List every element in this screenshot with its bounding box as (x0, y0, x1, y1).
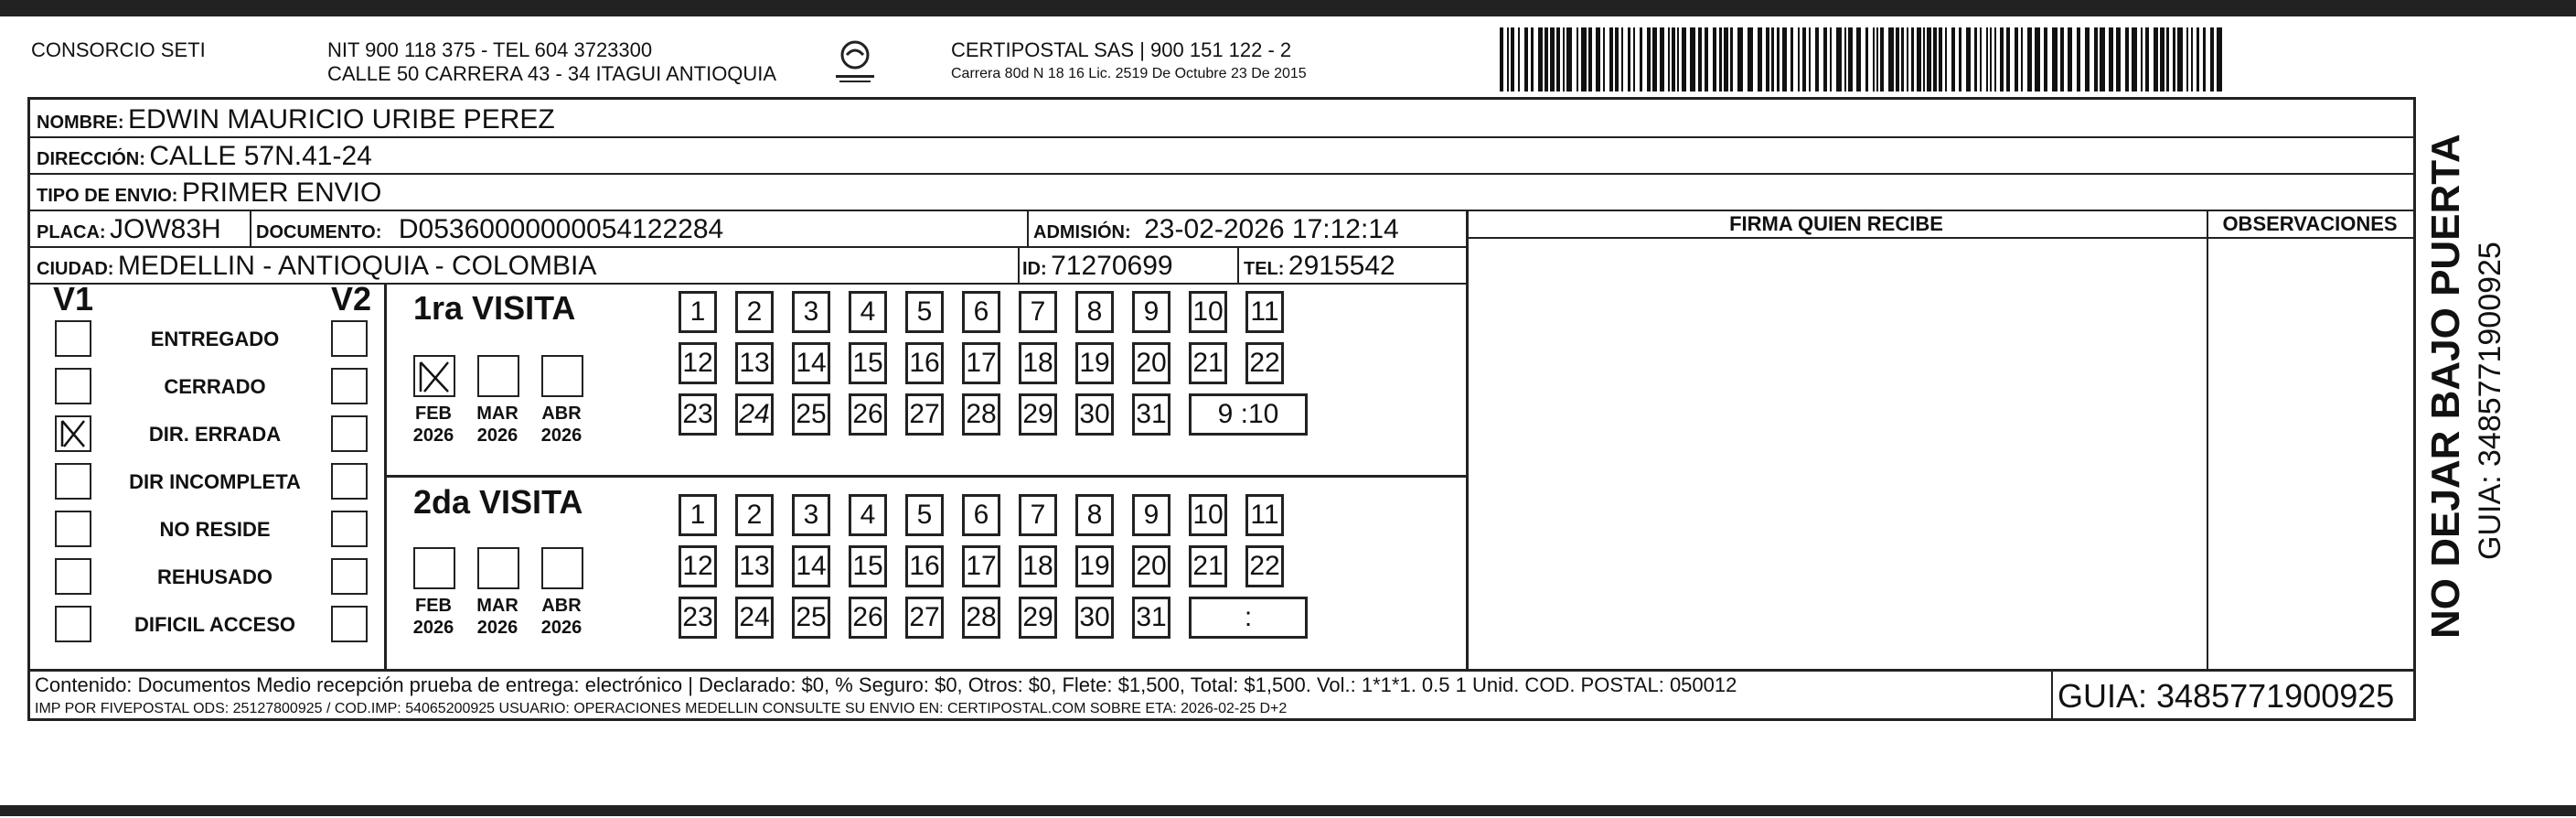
day-box[interactable]: 10 (1189, 291, 1227, 333)
v1-label: V1 (53, 280, 94, 318)
status-label: DIR. ERRADA (148, 423, 282, 446)
no-dejar-bajo-puerta: NO DEJAR BAJO PUERTA (2423, 134, 2468, 639)
day-box[interactable]: 10 (1189, 494, 1227, 536)
month-checkbox[interactable] (477, 355, 519, 397)
status-label: ENTREGADO (150, 328, 280, 350)
tipo-row (37, 178, 381, 209)
month-label: MAR 2026 (476, 596, 518, 638)
month-label: ABR 2026 (540, 596, 583, 638)
month-checkbox[interactable] (413, 547, 455, 589)
admision-cell (1033, 214, 1399, 245)
footer-contenido: Contenido: Documentos Medio recepción prueba de entrega: electrónico | Declarado: $0, % Seguro: $0, Otros: $0, Flete: $1,500, Total: $1,500. Vol.: 1*1*1. 0.5 1 Unid. COD. POSTAL: 050012 (35, 673, 1737, 696)
v2-checkbox[interactable] (331, 558, 368, 595)
day-box[interactable]: 29 (1019, 597, 1057, 639)
v1-checkbox[interactable] (55, 368, 91, 404)
day-box[interactable]: 25 (792, 597, 830, 639)
day-box[interactable]: 8 (1075, 291, 1114, 333)
direccion-row (37, 141, 372, 172)
ciudad-label: CIUDAD: (37, 259, 114, 279)
day-box[interactable]: 7 (1019, 494, 1057, 536)
status-label: REHUSADO (157, 565, 273, 588)
time-box[interactable]: : (1189, 597, 1308, 639)
day-box[interactable]: 8 (1075, 494, 1114, 536)
v2-label: V2 (331, 280, 372, 318)
day-box[interactable]: 9 (1132, 494, 1170, 536)
day-box[interactable]: 24 (735, 597, 774, 639)
day-box[interactable]: 20 (1132, 545, 1170, 587)
v2-checkbox[interactable] (331, 606, 368, 642)
tipo-label: TIPO DE ENVIO: (37, 186, 178, 206)
day-box[interactable]: 2 (735, 494, 774, 536)
admision-label: ADMISIÓN: (1033, 222, 1131, 242)
nombre-row (37, 104, 555, 135)
day-box[interactable]: 5 (905, 494, 944, 536)
day-box[interactable]: 20 (1132, 342, 1170, 384)
day-box[interactable]: 15 (849, 342, 887, 384)
documento-label: DOCUMENTO: (256, 222, 382, 242)
day-box[interactable]: 12 (679, 545, 717, 587)
status-label: DIR INCOMPLETA (129, 470, 301, 493)
day-box[interactable]: 17 (962, 342, 1000, 384)
month-checkbox[interactable] (413, 355, 455, 397)
v1-checkbox[interactable] (55, 415, 91, 452)
direccion-label: DIRECCIÓN: (37, 149, 145, 169)
day-box[interactable]: 16 (905, 342, 944, 384)
day-box[interactable]: 5 (905, 291, 944, 333)
day-box[interactable]: 7 (1019, 291, 1057, 333)
month-checkbox[interactable] (477, 547, 519, 589)
nit-line: NIT 900 118 375 - TEL 604 3723300 (327, 38, 653, 61)
top-border (0, 0, 2576, 16)
status-label: CERRADO (164, 375, 266, 398)
day-box[interactable]: 26 (849, 393, 887, 436)
footer-guia: GUIA: 3485771900925 (2058, 677, 2395, 715)
tipo-value: PRIMER ENVIO (181, 178, 382, 208)
certipostal-line: CERTIPOSTAL SAS | 900 151 122 - 2 (951, 38, 1292, 61)
day-box[interactable]: 16 (905, 545, 944, 587)
time-box[interactable]: 9 :10 (1189, 393, 1308, 436)
status-label: NO RESIDE (159, 518, 271, 541)
day-box[interactable]: 6 (962, 494, 1000, 536)
v2-checkbox[interactable] (331, 511, 368, 547)
day-box[interactable]: 12 (679, 342, 717, 384)
day-box[interactable]: 4 (849, 291, 887, 333)
month-label: FEB 2026 (412, 404, 454, 446)
day-box[interactable]: 3 (792, 291, 830, 333)
certipostal-logo-icon (834, 37, 876, 86)
day-box[interactable]: 14 (792, 545, 830, 587)
direccion-value: CALLE 57N.41-24 (149, 141, 372, 171)
observaciones-header: OBSERVACIONES (2222, 212, 2398, 235)
day-box[interactable]: 1 (679, 494, 717, 536)
side-guia: GUIA: 3485771900925 (2473, 242, 2507, 560)
day-box[interactable]: 28 (962, 393, 1000, 436)
nombre-label: NOMBRE: (37, 113, 124, 133)
id-cell (1022, 251, 1173, 282)
day-box[interactable]: 2 (735, 291, 774, 333)
day-box[interactable]: 30 (1075, 597, 1114, 639)
v1-checkbox[interactable] (55, 606, 91, 642)
day-box[interactable]: 30 (1075, 393, 1114, 436)
day-box[interactable]: 11 (1245, 494, 1284, 536)
documento-value: D05360000000054122284 (398, 214, 724, 244)
day-box[interactable]: 31 (1132, 597, 1170, 639)
placa-cell (37, 214, 221, 245)
tel-label: TEL: (1244, 259, 1285, 279)
day-box[interactable]: 22 (1245, 342, 1284, 384)
status-label: DIFICIL ACCESO (134, 613, 295, 636)
day-box[interactable]: 23 (679, 393, 717, 436)
day-box[interactable]: 18 (1019, 342, 1057, 384)
admision-value: 23-02-2026 17:12:14 (1144, 214, 1399, 244)
day-box[interactable]: 14 (792, 342, 830, 384)
day-box[interactable]: 27 (905, 393, 944, 436)
day-box[interactable]: 21 (1189, 545, 1227, 587)
day-box[interactable]: 19 (1075, 545, 1114, 587)
day-box[interactable]: 28 (962, 597, 1000, 639)
bottom-border (0, 805, 2576, 816)
firma-header: FIRMA QUIEN RECIBE (1729, 212, 1943, 235)
v2-checkbox[interactable] (331, 463, 368, 500)
v2-checkbox[interactable] (331, 368, 368, 404)
id-value: 71270699 (1051, 251, 1173, 281)
month-label: MAR 2026 (476, 404, 518, 446)
day-box[interactable]: 13 (735, 342, 774, 384)
documento-cell (256, 214, 723, 245)
tel-cell (1244, 251, 1395, 282)
day-box[interactable]: 27 (905, 597, 944, 639)
month-checkbox[interactable] (541, 547, 583, 589)
day-box[interactable]: 23 (679, 597, 717, 639)
v2-checkbox[interactable] (331, 415, 368, 452)
v2-checkbox[interactable] (331, 320, 368, 357)
second-visit-title: 2da VISITA (413, 483, 583, 521)
id-label: ID: (1022, 259, 1047, 279)
day-box[interactable]: 1 (679, 291, 717, 333)
v1-checkbox[interactable] (55, 320, 91, 357)
ciudad-cell (37, 251, 596, 282)
v1-checkbox[interactable] (55, 463, 91, 500)
address-line: CALLE 50 CARRERA 43 - 34 ITAGUI ANTIOQUIA (327, 62, 777, 85)
day-box[interactable]: 15 (849, 545, 887, 587)
day-box[interactable]: 22 (1245, 545, 1284, 587)
nombre-value: EDWIN MAURICIO URIBE PEREZ (128, 104, 555, 135)
v1-checkbox[interactable] (55, 511, 91, 547)
day-box[interactable]: 11 (1245, 291, 1284, 333)
day-box[interactable]: 17 (962, 545, 1000, 587)
tel-value: 2915542 (1288, 251, 1395, 281)
day-box[interactable]: 25 (792, 393, 830, 436)
placa-label: PLACA: (37, 222, 106, 242)
day-box[interactable]: 4 (849, 494, 887, 536)
month-label: ABR 2026 (540, 404, 583, 446)
ciudad-value: MEDELLIN - ANTIOQUIA - COLOMBIA (117, 251, 597, 281)
footer-imp: IMP POR FIVEPOSTAL ODS: 25127800925 / COD.IMP: 54065200925 USUARIO: OPERACIONES MEDELLIN CONSULTE SU ENVIO EN: CERTIPOSTAL.COM SOBRE ETA: 2026-02-25 D+2 (35, 701, 1288, 716)
day-box[interactable]: 19 (1075, 342, 1114, 384)
day-box[interactable]: 29 (1019, 393, 1057, 436)
day-box[interactable]: 9 (1132, 291, 1170, 333)
day-box[interactable]: 18 (1019, 545, 1057, 587)
v1-checkbox[interactable] (55, 558, 91, 595)
day-box[interactable]: 26 (849, 597, 887, 639)
day-box[interactable]: 21 (1189, 342, 1227, 384)
month-label: FEB 2026 (412, 596, 454, 638)
day-box[interactable]: 13 (735, 545, 774, 587)
first-visit-title: 1ra VISITA (413, 289, 576, 327)
license-line: Carrera 80d N 18 16 Lic. 2519 De Octubre 23 De 2015 (951, 66, 1307, 81)
day-box[interactable]: 6 (962, 291, 1000, 333)
month-checkbox[interactable] (541, 355, 583, 397)
placa-value: JOW83H (110, 214, 221, 244)
company-name: CONSORCIO SETI (31, 38, 206, 61)
day-box[interactable]: 3 (792, 494, 830, 536)
barcode (1500, 27, 2231, 91)
day-box[interactable]: 31 (1132, 393, 1170, 436)
day-box[interactable]: 24 (735, 393, 774, 436)
